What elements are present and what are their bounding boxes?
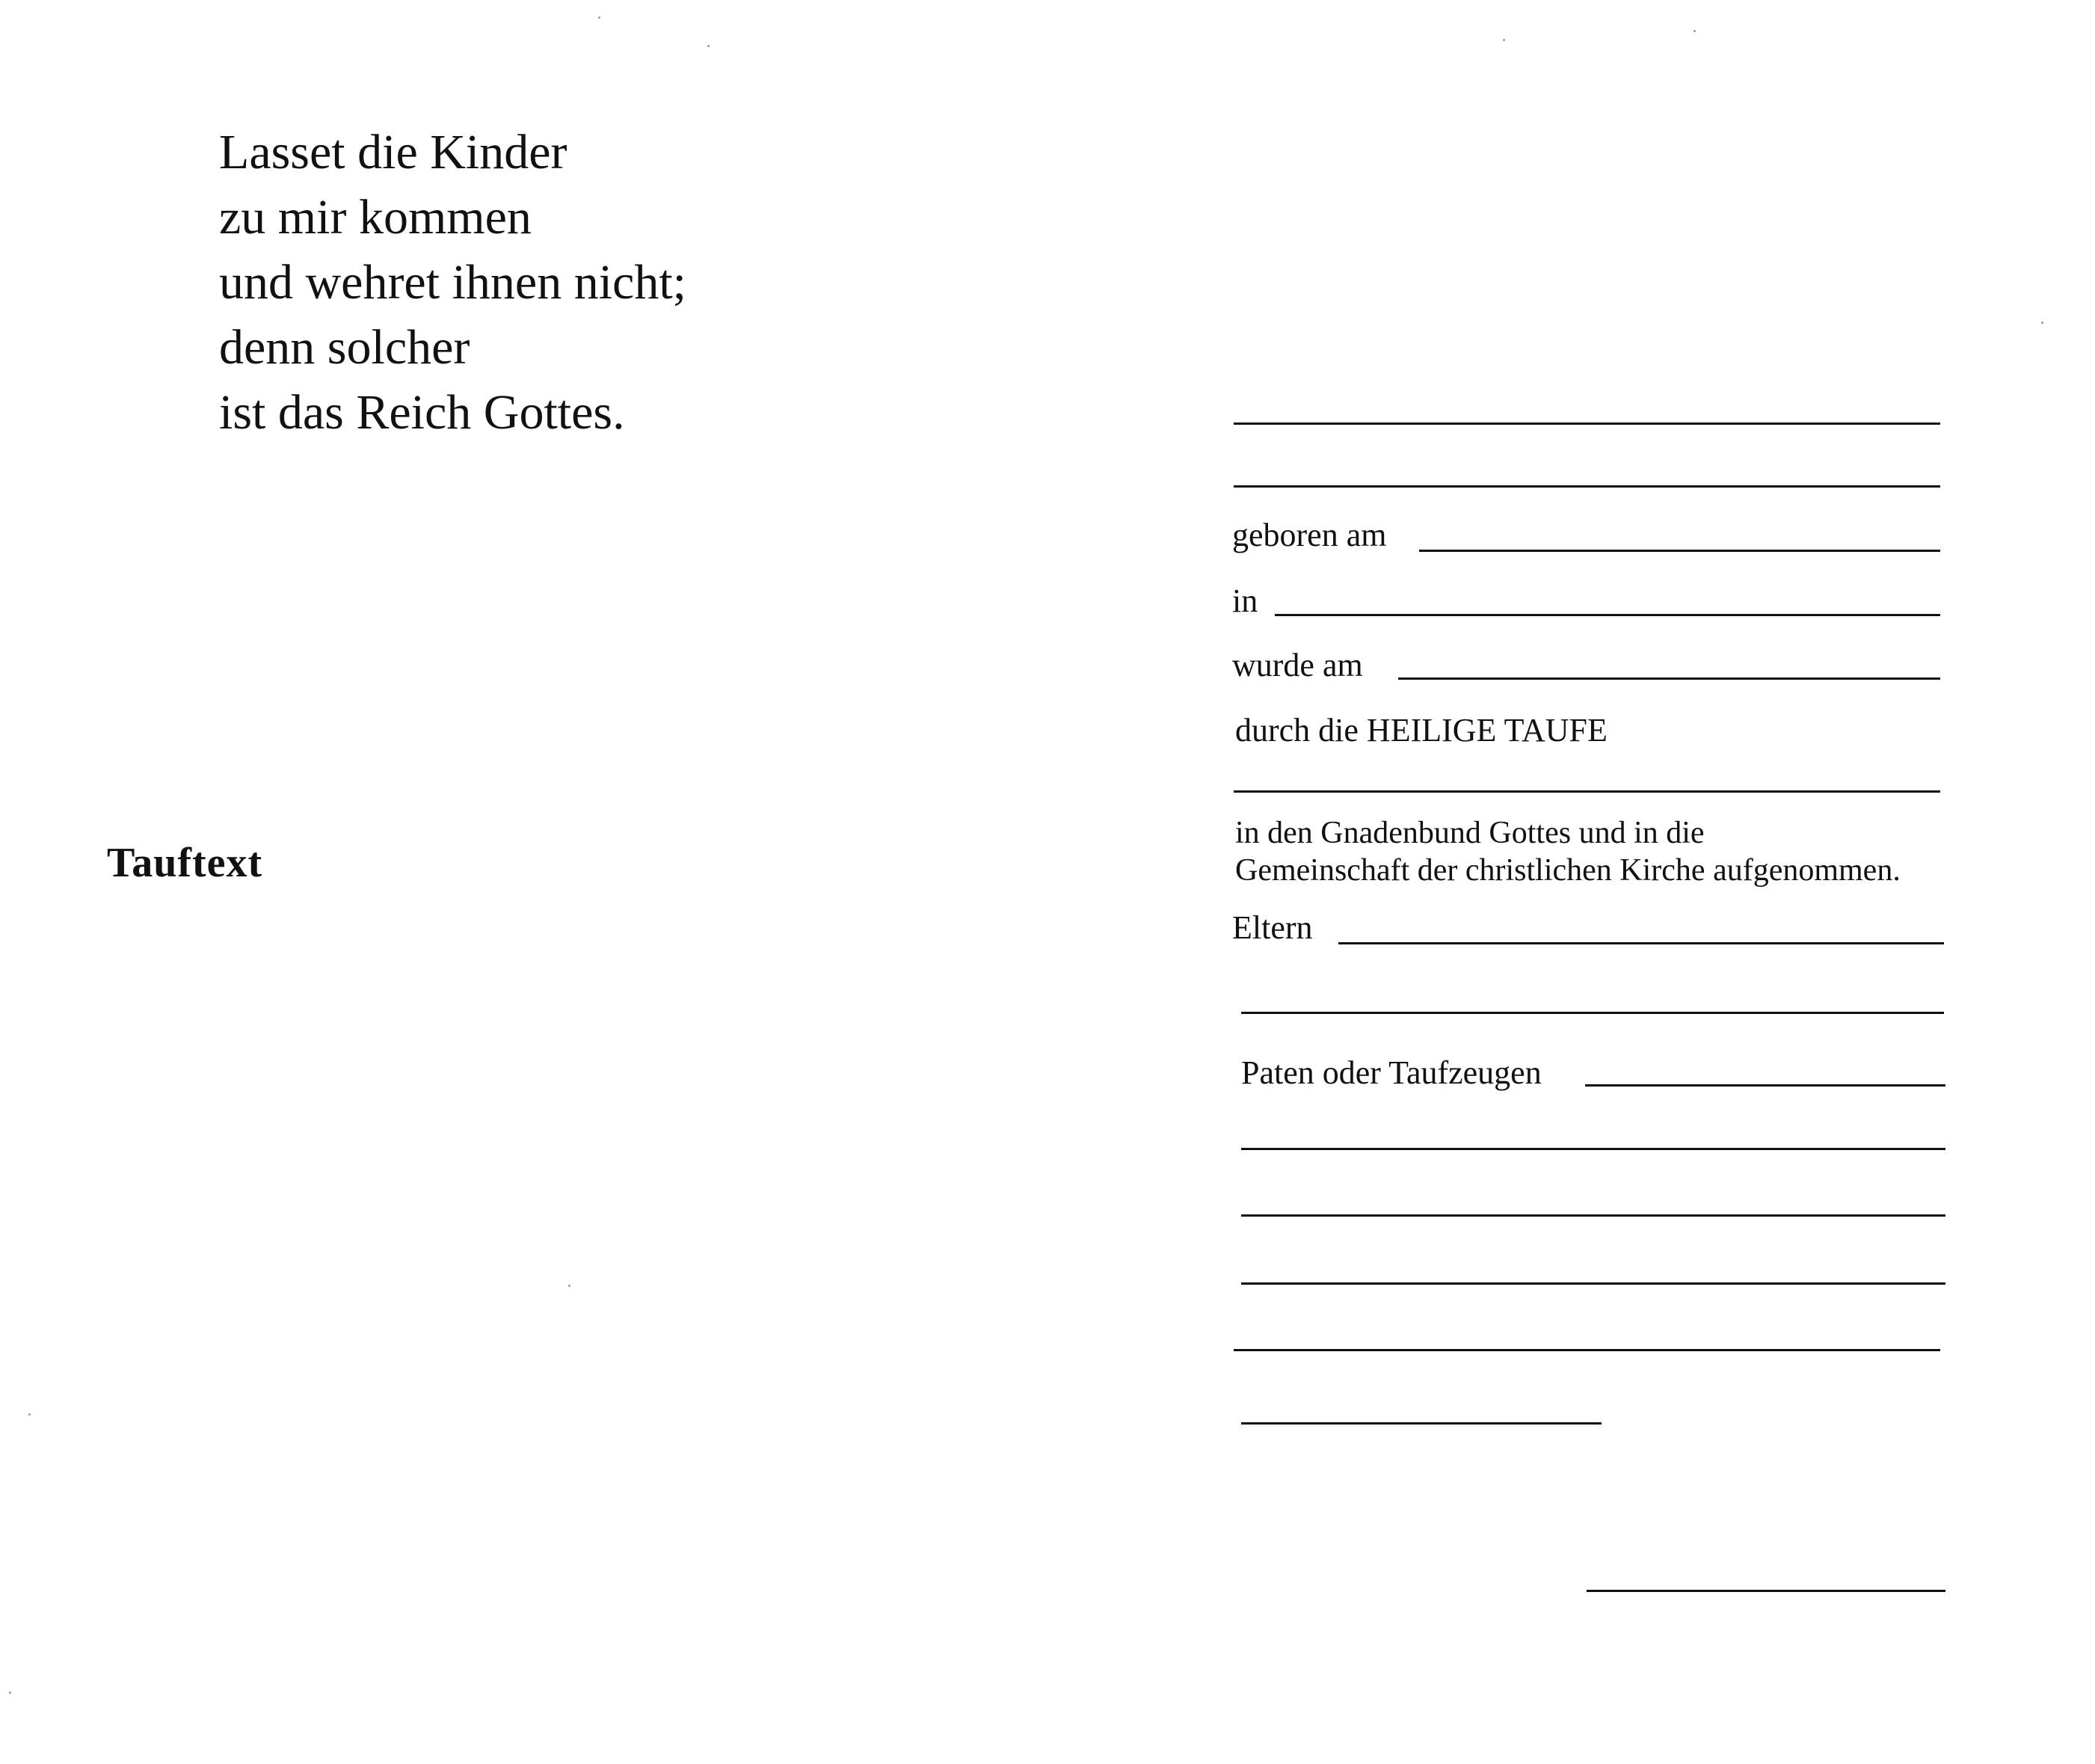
godparents-label: Paten oder Taufzeugen: [1241, 1054, 1542, 1091]
godparents-line-4[interactable]: [1241, 1282, 1945, 1285]
bible-verse: [219, 120, 686, 445]
verse-line-1: Lasset die Kinder: [219, 125, 567, 179]
parents-line-2[interactable]: [1241, 1012, 1944, 1014]
godparents-line-2[interactable]: [1241, 1148, 1945, 1150]
covenant-text: [1235, 814, 1901, 889]
scan-speck: [568, 1285, 570, 1287]
sacrament-label: durch die HEILIGE TAUFE: [1235, 712, 1608, 749]
verse-line-5: ist das Reich Gottes.: [219, 385, 625, 440]
verse-line-3: und wehret ihnen nicht;: [219, 255, 687, 310]
scan-speck: [707, 45, 710, 47]
scan-speck: [1503, 39, 1505, 41]
covenant-line-2: Gemeinschaft der christlichen Kirche aufgenommen.: [1235, 853, 1901, 888]
baptized-date-line[interactable]: [1398, 677, 1940, 680]
name-line-1[interactable]: [1234, 422, 1940, 425]
scan-speck: [28, 1413, 31, 1416]
godparents-line-1[interactable]: [1585, 1084, 1945, 1087]
signature-line[interactable]: [1587, 1590, 1945, 1592]
scan-speck: [598, 16, 600, 19]
section-label-tauftext: Tauftext: [107, 840, 263, 886]
date-line[interactable]: [1241, 1422, 1602, 1425]
verse-line-4: denn solcher: [219, 320, 470, 375]
covenant-line-1: in den Gnadenbund Gottes und in die: [1235, 816, 1705, 850]
place-label: in: [1232, 583, 1258, 619]
name-line-2[interactable]: [1234, 485, 1940, 488]
parents-line-1[interactable]: [1338, 942, 1944, 944]
baptized-label: wurde am: [1232, 647, 1363, 683]
born-date-line[interactable]: [1419, 550, 1940, 552]
scan-speck: [9, 1691, 11, 1694]
officiant-line[interactable]: [1234, 790, 1940, 793]
godparents-line-5[interactable]: [1234, 1349, 1940, 1351]
scan-speck: [2041, 322, 2043, 324]
verse-line-2: zu mir kommen: [219, 190, 532, 245]
scan-speck: [1693, 30, 1696, 32]
godparents-line-3[interactable]: [1241, 1214, 1945, 1217]
place-line[interactable]: [1275, 614, 1940, 616]
born-label: geboren am: [1232, 517, 1387, 553]
parents-label: Eltern: [1232, 909, 1313, 946]
